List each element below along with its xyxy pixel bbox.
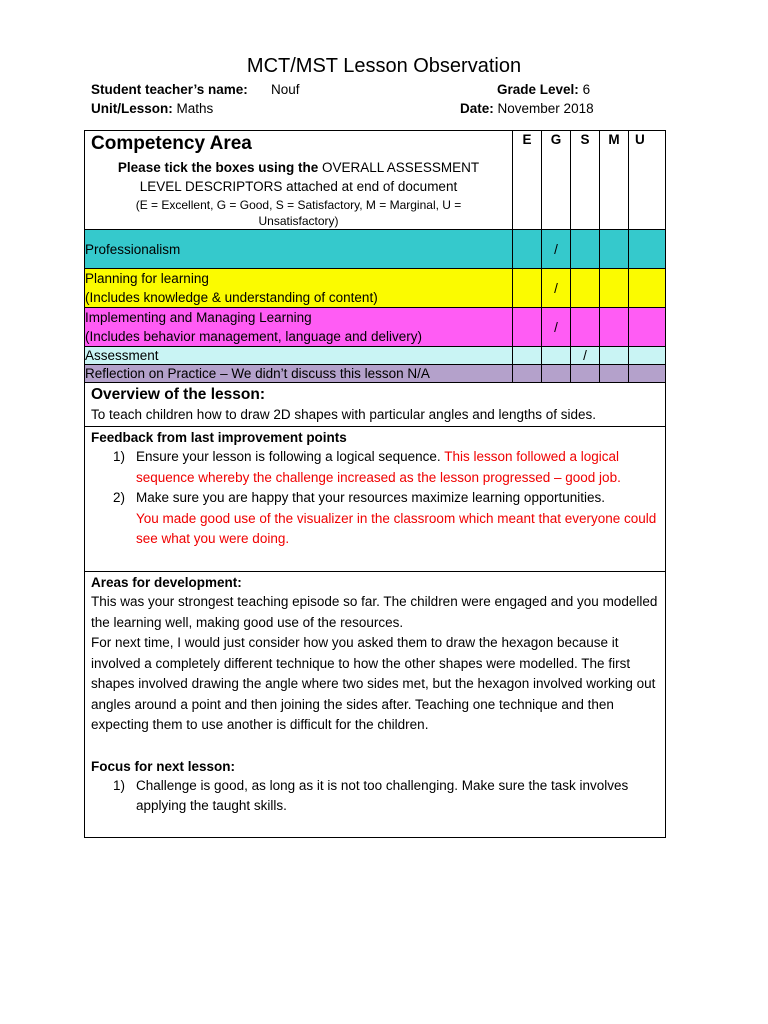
competency-instructions (85, 158, 512, 196)
tick-box-u[interactable] (629, 308, 666, 347)
feedback-item-comment: You made good use of the visualizer in the classroom which meant that everyone could see what you were doing. (136, 510, 657, 546)
unit-lesson-value: Maths (176, 101, 214, 116)
tick-box-e[interactable] (513, 269, 542, 308)
tick-box-m[interactable] (600, 308, 629, 347)
tick-box-g[interactable]: / (542, 308, 571, 347)
row-label: Assessment (85, 347, 513, 365)
row-label-line-1: Planning for learning (85, 271, 209, 286)
instruction-rest-1: OVERALL ASSESSMENT (322, 160, 480, 175)
row-label: Professionalism (85, 230, 513, 269)
student-name-value: Nouf (271, 82, 300, 97)
development-row (85, 572, 666, 838)
tick-box-e[interactable] (513, 308, 542, 347)
feedback-title: Feedback from last improvement points (91, 430, 347, 445)
tick-box-e[interactable] (513, 347, 542, 365)
row-implementing-learning (85, 308, 666, 347)
document-title: MCT/MST Lesson Observation (246, 55, 522, 77)
grade-level-value: 6 (582, 82, 591, 97)
grade-level-field (497, 82, 590, 97)
tick-box-g[interactable]: / (542, 269, 571, 308)
tick-box-g[interactable] (542, 365, 571, 383)
grade-level-label: Grade Level: (497, 82, 579, 97)
grade-header-e: E (513, 131, 542, 230)
tick-box-m[interactable] (600, 365, 629, 383)
focus-item-text: Challenge is good, as long as it is not too challenging. Make sure the task involves applying the taught skills. (136, 777, 629, 813)
row-label (85, 269, 513, 308)
tick-box-g[interactable]: / (542, 230, 571, 269)
row-label (85, 308, 513, 347)
instruction-rest-2: LEVEL DESCRIPTORS attached at end of document (139, 179, 458, 194)
feedback-section (85, 427, 666, 572)
tick-box-u[interactable] (629, 230, 666, 269)
competency-header-row (85, 131, 666, 230)
row-planning-for-learning (85, 269, 666, 308)
tick-box-u[interactable] (629, 347, 666, 365)
feedback-item-comment: This lesson followed a logical sequence whereby the challenge increased as the lesson progressed – good job. (136, 449, 621, 485)
tick-box-m[interactable] (600, 230, 629, 269)
tick-box-m[interactable] (600, 347, 629, 365)
tick-box-s[interactable] (571, 230, 600, 269)
grade-header-s: S (571, 131, 600, 230)
grade-header-m: M (600, 131, 629, 230)
development-paragraph-2: For next time, I would just consider how you asked them to draw the hexagon because it involved a completely different technique to how the other shapes were modelled. The first shapes involved drawing the angle where two sides met, but the hexagon involved working out angles around a point and then joining the sides after. Teaching one technique and then expecting them to use another is difficult for the children. (91, 635, 656, 732)
tick-box-s[interactable] (571, 308, 600, 347)
competency-area-title: Competency Area (91, 133, 252, 154)
feedback-item (85, 447, 665, 488)
date-label: Date: (460, 101, 494, 116)
row-reflection-on-practice (85, 365, 666, 383)
row-label: Reflection on Practice – We didn’t discuss this lesson N/A (85, 365, 513, 383)
tick-box-g[interactable] (542, 347, 571, 365)
focus-list (85, 776, 665, 817)
tick-box-e[interactable] (513, 365, 542, 383)
grade-header-g: G (542, 131, 571, 230)
feedback-item-number: 1) (113, 449, 126, 464)
overview-section (85, 383, 666, 427)
row-label-line-2: (Includes behavior management, language and delivery) (85, 329, 422, 344)
date-value: November 2018 (497, 101, 594, 116)
feedback-list (85, 447, 665, 550)
feedback-item-text: Make sure you are happy that your resources maximize learning opportunities. (136, 490, 605, 505)
feedback-item-text: Ensure your lesson is following a logical sequence. (136, 449, 441, 464)
feedback-item (85, 488, 665, 550)
development-section (85, 572, 666, 838)
row-assessment (85, 347, 666, 365)
grade-header-u: U (629, 131, 666, 230)
student-name-label: Student teacher’s name: (91, 82, 248, 97)
overview-text: To teach children how to draw 2D shapes with particular angles and lengths of sides. (91, 407, 597, 422)
row-professionalism (85, 230, 666, 269)
tick-box-e[interactable] (513, 230, 542, 269)
feedback-item-number: 2) (113, 490, 126, 505)
grade-legend-line-2: Unsatisfactory) (258, 214, 339, 228)
development-paragraph-1: This was your strongest teaching episode so far. The children were engaged and you modelled the learning well, making good use of the resources. (91, 594, 658, 630)
development-title: Areas for development: (91, 575, 242, 590)
row-label-line-2: (Includes knowledge & understanding of content) (85, 290, 378, 305)
overview-title: Overview of the lesson: (91, 386, 265, 403)
tick-box-s[interactable]: / (571, 347, 600, 365)
tick-box-u[interactable] (629, 365, 666, 383)
student-name-field (91, 82, 248, 97)
grade-legend-line-1: (E = Excellent, G = Good, S = Satisfactory, M = Marginal, U = (135, 198, 462, 212)
grade-legend (85, 197, 512, 229)
competency-area-cell (85, 131, 513, 230)
unit-lesson-label: Unit/Lesson: (91, 101, 173, 116)
focus-item (85, 776, 665, 817)
tick-box-m[interactable] (600, 269, 629, 308)
overview-row (85, 383, 666, 427)
date-field (460, 101, 594, 116)
tick-box-u[interactable] (629, 269, 666, 308)
row-label-line-1: Implementing and Managing Learning (85, 310, 312, 325)
tick-box-s[interactable] (571, 269, 600, 308)
observation-table (84, 130, 666, 838)
focus-item-number: 1) (113, 777, 126, 793)
tick-box-s[interactable] (571, 365, 600, 383)
instruction-bold: Please tick the boxes using the (117, 160, 319, 175)
feedback-row (85, 427, 666, 572)
focus-title: Focus for next lesson: (91, 758, 236, 774)
unit-lesson-field (91, 101, 213, 116)
